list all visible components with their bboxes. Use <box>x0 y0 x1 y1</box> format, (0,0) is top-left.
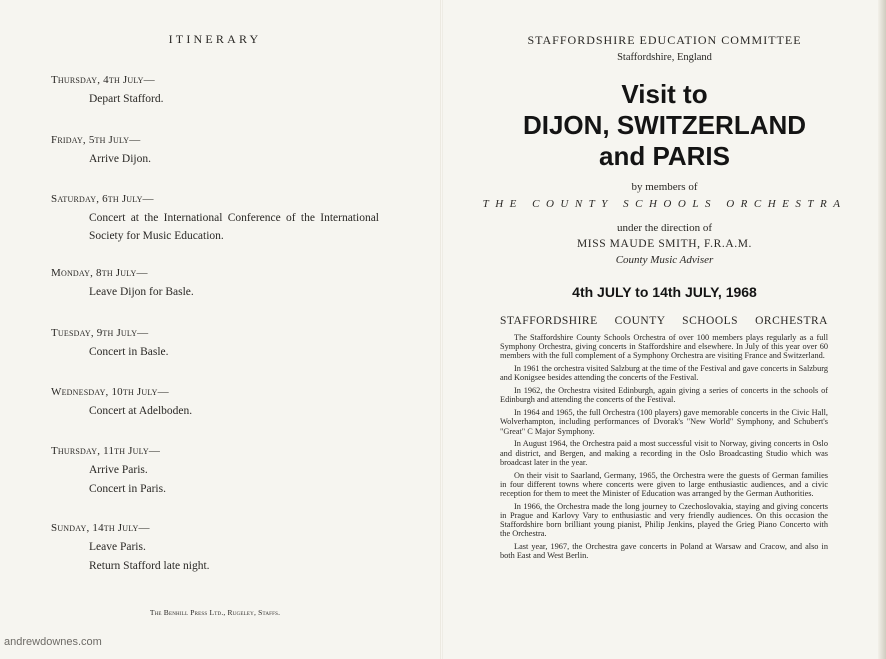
cover-page <box>443 0 886 659</box>
itinerary-title: ITINERARY <box>168 32 262 46</box>
director-role: County Music Adviser <box>615 254 714 266</box>
tour-dates: 4th JULY to 14th JULY, 1968 <box>572 284 757 300</box>
printer-imprint: The Benhill Press Ltd., Rugeley, Staffs. <box>149 608 281 617</box>
itinerary-page <box>0 0 440 659</box>
title-line-1: Visit to <box>621 79 708 109</box>
entry-line: Leave Paris. <box>89 541 146 553</box>
entry-line: Concert at Adelboden. <box>89 405 193 417</box>
director-name: MISS MAUDE SMITH, F.R.A.M. <box>576 238 753 250</box>
itinerary-entry <box>51 192 421 245</box>
title-line-3: and PARIS <box>599 141 730 171</box>
entry-line: Arrive Dijon. <box>89 153 151 165</box>
watermark: andrewdownes.com <box>4 636 102 648</box>
entry-line: Leave Dijon for Basle. <box>89 286 194 298</box>
entry-line: Depart Stafford. <box>89 93 164 105</box>
itinerary-entry <box>51 326 421 361</box>
entry-line: Concert in Paris. <box>89 483 166 495</box>
entry-day: Friday, 5th July— <box>51 134 141 146</box>
entry-day: Sunday, 14th July— <box>51 522 150 534</box>
history-paragraph: In 1966, the Orchestra made the long journey to Czechoslovakia, staying and giving concerts in Prague and Karlovy Vary to enthusiastic and very friendly audiences. On this occasion the Staffordshire born brilliant young pianist, Philip Jenkins, played the Grieg Piano Concerto with the Orchestra. <box>500 501 828 539</box>
entry-day: Thursday, 11th July— <box>51 445 161 457</box>
orchestra-history <box>500 333 828 564</box>
entry-day: Monday, 8th July— <box>51 267 148 279</box>
entry-line: Concert in Basle. <box>89 346 169 358</box>
itinerary-entry <box>51 385 421 420</box>
entry-day: Tuesday, 9th July— <box>51 327 149 339</box>
orchestra-name: THE COUNTY SCHOOLS ORCHESTRA <box>482 198 847 210</box>
entry-line: Return Stafford late night. <box>89 560 210 572</box>
history-paragraph: On their visit to Saarland, Germany, 1965, the Orchestra were the guests of German families in four different towns where concerts were given to large enthusiastic audiences, and a civic reception for them to meet the Minister of Education was arranged by the German Authorities. <box>500 470 828 499</box>
entry-day: Saturday, 6th July— <box>51 193 154 205</box>
by-members: by members of <box>631 181 698 193</box>
itinerary-entry <box>51 521 421 575</box>
itinerary-entry <box>51 444 421 498</box>
page-edge <box>878 0 886 659</box>
committee-name: STAFFORDSHIRE EDUCATION COMMITTEE <box>527 33 802 47</box>
itinerary-entry <box>51 133 421 168</box>
history-paragraph: In August 1964, the Orchestra paid a most successful visit to Norway, giving concerts in Oslo and district, and Bergen, and making a recording in the Oslo Broadcasting Studio which was broadcast later in the year. <box>500 439 828 467</box>
history-paragraph: In 1964 and 1965, the full Orchestra (100 players) gave memorable concerts in the Civic Hall, Wolverhampton, including performances of Dvorak's "New World" Symphony, and Schubert's "Great" C Major Symphony. <box>500 408 828 436</box>
section-heading: STAFFORDSHIRE COUNTY SCHOOLS ORCHESTRA <box>500 315 828 327</box>
under-direction: under the direction of <box>617 222 712 234</box>
entry-line: Arrive Paris. <box>89 464 148 476</box>
history-paragraph: The Staffordshire County Schools Orchestra of over 100 members plays regularly as a full Symphony Orchestra, giving concerts in Staffordshire and elsewhere. In July of this year over 60 members with the full complement of a Symphony Orchestra are visiting France and Switzerland. <box>500 333 828 361</box>
history-paragraph: Last year, 1967, the Orchestra gave concerts in Poland at Warsaw and Cracow, and also in both East and West Berlin. <box>500 542 828 561</box>
title-line-2: DIJON, SWITZERLAND <box>522 110 807 140</box>
itinerary-entry <box>51 73 421 108</box>
entry-day: Thursday, 4th July— <box>51 74 155 86</box>
entry-day: Wednesday, 10th July— <box>51 386 169 398</box>
history-paragraph: In 1961 the orchestra visited Salzburg at the time of the Festival and gave concerts in Salzburg and Konigsee besides attending the concerts of the Festival. <box>500 364 828 383</box>
entry-line: Concert at the International Conference of the International Society for Music Education. <box>89 212 379 242</box>
itinerary-entry <box>51 266 421 301</box>
history-paragraph: In 1962, the Orchestra visited Edinburgh, again giving a series of concerts in the schools of Edinburgh and attending the concerts of the Festival. <box>500 386 828 405</box>
location: Staffordshire, England <box>617 52 712 63</box>
